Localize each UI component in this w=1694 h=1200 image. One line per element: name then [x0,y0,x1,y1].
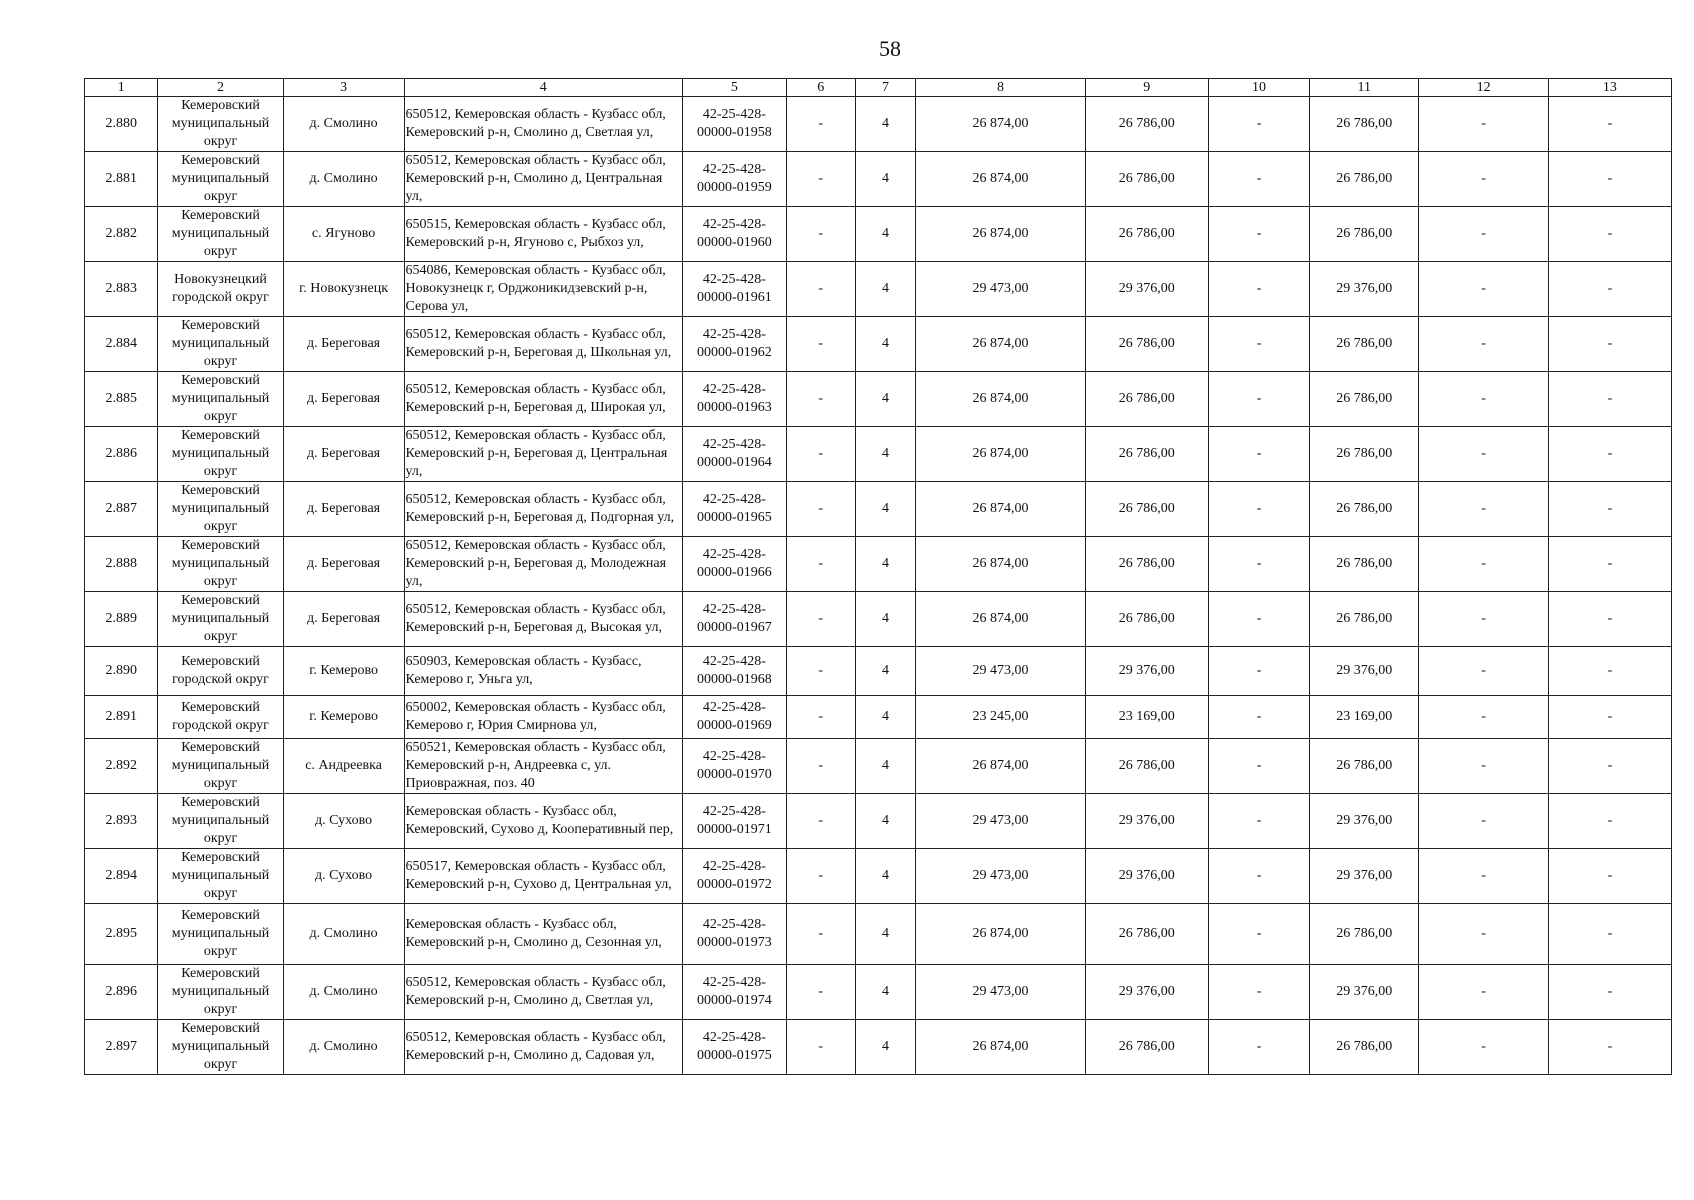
col-6-cell: - [786,152,855,207]
settlement-cell: д. Смолино [283,152,404,207]
table-row [85,696,1672,739]
col-8-amount-cell: 26 874,00 [916,739,1085,794]
address-cell: 650903, Кемеровская область - Кузбасс, Кемерово г, Уньга ул, [404,647,683,696]
object-code-cell: 42-25-428-00000-01972 [683,849,787,904]
col-13-cell: - [1548,537,1671,592]
col-6-cell: - [786,317,855,372]
row-number-cell: 2.889 [85,592,158,647]
municipality-cell: Кемеровский муниципальный округ [158,592,283,647]
settlement-cell: д. Сухово [283,794,404,849]
column-header: 1 [85,79,158,97]
settlement-cell: д. Береговая [283,537,404,592]
col-11-amount-cell: 26 786,00 [1310,739,1419,794]
col-13-cell: - [1548,97,1671,152]
settlement-cell: д. Береговая [283,427,404,482]
col-8-amount-cell: 26 874,00 [916,537,1085,592]
col-13-cell: - [1548,427,1671,482]
settlement-cell: д. Береговая [283,317,404,372]
registry-table [84,78,1672,1075]
col-9-amount-cell: 26 786,00 [1085,739,1208,794]
col-11-amount-cell: 29 376,00 [1310,647,1419,696]
address-cell: 650512, Кемеровская область - Кузбасс обл, Кемеровский р-н, Береговая д, Подгорная ул, [404,482,683,537]
object-code-cell: 42-25-428-00000-01968 [683,647,787,696]
column-header: 8 [916,79,1085,97]
col-7-cell: 4 [855,1020,915,1075]
col-9-amount-cell: 26 786,00 [1085,592,1208,647]
object-code-cell: 42-25-428-00000-01975 [683,1020,787,1075]
col-9-amount-cell: 29 376,00 [1085,794,1208,849]
col-7-cell: 4 [855,904,915,965]
col-7-cell: 4 [855,794,915,849]
col-10-cell: - [1208,262,1309,317]
col-11-amount-cell: 26 786,00 [1310,152,1419,207]
table-body [85,97,1672,1075]
row-number-cell: 2.890 [85,647,158,696]
row-number-cell: 2.891 [85,696,158,739]
col-12-cell: - [1419,849,1549,904]
column-header: 10 [1208,79,1309,97]
col-10-cell: - [1208,207,1309,262]
col-11-amount-cell: 26 786,00 [1310,427,1419,482]
address-cell: 650512, Кемеровская область - Кузбасс обл, Кемеровский р-н, Смолино д, Центральная ул, [404,152,683,207]
col-13-cell: - [1548,1020,1671,1075]
table-row [85,427,1672,482]
col-8-amount-cell: 26 874,00 [916,592,1085,647]
col-6-cell: - [786,904,855,965]
object-code-cell: 42-25-428-00000-01967 [683,592,787,647]
table-row [85,965,1672,1020]
row-number-cell: 2.881 [85,152,158,207]
col-8-amount-cell: 26 874,00 [916,1020,1085,1075]
row-number-cell: 2.880 [85,97,158,152]
column-header: 7 [855,79,915,97]
col-9-amount-cell: 26 786,00 [1085,207,1208,262]
row-number-cell: 2.884 [85,317,158,372]
col-8-amount-cell: 26 874,00 [916,97,1085,152]
col-6-cell: - [786,592,855,647]
settlement-cell: д. Смолино [283,904,404,965]
col-11-amount-cell: 26 786,00 [1310,317,1419,372]
table-row [85,262,1672,317]
row-number-cell: 2.887 [85,482,158,537]
col-9-amount-cell: 26 786,00 [1085,317,1208,372]
col-12-cell: - [1419,592,1549,647]
col-12-cell: - [1419,537,1549,592]
col-8-amount-cell: 23 245,00 [916,696,1085,739]
col-11-amount-cell: 26 786,00 [1310,482,1419,537]
address-cell: 654086, Кемеровская область - Кузбасс обл, Новокузнецк г, Орджоникидзевский р-н, Серова ул, [404,262,683,317]
col-11-amount-cell: 29 376,00 [1310,794,1419,849]
municipality-cell: Кемеровский городской округ [158,696,283,739]
col-8-amount-cell: 26 874,00 [916,317,1085,372]
col-12-cell: - [1419,1020,1549,1075]
col-9-amount-cell: 26 786,00 [1085,97,1208,152]
col-6-cell: - [786,537,855,592]
col-12-cell: - [1419,794,1549,849]
table-row [85,372,1672,427]
table-row [85,647,1672,696]
col-7-cell: 4 [855,152,915,207]
col-9-amount-cell: 26 786,00 [1085,482,1208,537]
col-11-amount-cell: 26 786,00 [1310,904,1419,965]
column-header: 4 [404,79,683,97]
col-6-cell: - [786,965,855,1020]
col-11-amount-cell: 26 786,00 [1310,372,1419,427]
col-9-amount-cell: 23 169,00 [1085,696,1208,739]
object-code-cell: 42-25-428-00000-01958 [683,97,787,152]
table-row [85,1020,1672,1075]
municipality-cell: Кемеровский муниципальный округ [158,1020,283,1075]
col-7-cell: 4 [855,592,915,647]
address-cell: 650521, Кемеровская область - Кузбасс обл, Кемеровский р-н, Андреевка с, ул. Приовражная, поз. 40 [404,739,683,794]
municipality-cell: Новокузнецкий городской округ [158,262,283,317]
col-8-amount-cell: 26 874,00 [916,904,1085,965]
col-10-cell: - [1208,537,1309,592]
col-8-amount-cell: 26 874,00 [916,482,1085,537]
row-number-cell: 2.896 [85,965,158,1020]
municipality-cell: Кемеровский муниципальный округ [158,904,283,965]
object-code-cell: 42-25-428-00000-01963 [683,372,787,427]
table-row [85,152,1672,207]
table-row [85,317,1672,372]
col-8-amount-cell: 26 874,00 [916,372,1085,427]
object-code-cell: 42-25-428-00000-01964 [683,427,787,482]
settlement-cell: д. Береговая [283,482,404,537]
col-13-cell: - [1548,317,1671,372]
col-8-amount-cell: 29 473,00 [916,262,1085,317]
column-header: 5 [683,79,787,97]
table-row [85,482,1672,537]
settlement-cell: д. Смолино [283,1020,404,1075]
column-header: 6 [786,79,855,97]
object-code-cell: 42-25-428-00000-01960 [683,207,787,262]
col-10-cell: - [1208,647,1309,696]
settlement-cell: г. Новокузнецк [283,262,404,317]
col-11-amount-cell: 26 786,00 [1310,97,1419,152]
col-10-cell: - [1208,739,1309,794]
table-row [85,849,1672,904]
column-header: 12 [1419,79,1549,97]
municipality-cell: Кемеровский муниципальный округ [158,794,283,849]
object-code-cell: 42-25-428-00000-01965 [683,482,787,537]
row-number-cell: 2.892 [85,739,158,794]
settlement-cell: г. Кемерово [283,696,404,739]
col-7-cell: 4 [855,317,915,372]
table-row [85,97,1672,152]
col-8-amount-cell: 26 874,00 [916,207,1085,262]
page-number: 58 [879,36,901,61]
col-7-cell: 4 [855,482,915,537]
col-12-cell: - [1419,696,1549,739]
address-cell: 650512, Кемеровская область - Кузбасс обл, Кемеровский р-н, Береговая д, Молодежная ул, [404,537,683,592]
col-6-cell: - [786,696,855,739]
col-10-cell: - [1208,794,1309,849]
address-cell: Кемеровская область - Кузбасс обл, Кемеровский, Сухово д, Кооперативный пер, [404,794,683,849]
address-cell: 650002, Кемеровская область - Кузбасс обл, Кемерово г, Юрия Смирнова ул, [404,696,683,739]
col-10-cell: - [1208,317,1309,372]
col-6-cell: - [786,262,855,317]
col-7-cell: 4 [855,739,915,794]
col-10-cell: - [1208,372,1309,427]
col-13-cell: - [1548,696,1671,739]
address-cell: 650512, Кемеровская область - Кузбасс обл, Кемеровский р-н, Смолино д, Садовая ул, [404,1020,683,1075]
col-12-cell: - [1419,904,1549,965]
column-header: 11 [1310,79,1419,97]
address-cell: 650512, Кемеровская область - Кузбасс обл, Кемеровский р-н, Береговая д, Школьная ул, [404,317,683,372]
col-6-cell: - [786,849,855,904]
col-10-cell: - [1208,592,1309,647]
table-row [85,537,1672,592]
object-code-cell: 42-25-428-00000-01966 [683,537,787,592]
col-10-cell: - [1208,696,1309,739]
col-6-cell: - [786,372,855,427]
col-11-amount-cell: 26 786,00 [1310,592,1419,647]
municipality-cell: Кемеровский муниципальный округ [158,97,283,152]
col-9-amount-cell: 26 786,00 [1085,904,1208,965]
municipality-cell: Кемеровский городской округ [158,647,283,696]
col-9-amount-cell: 29 376,00 [1085,849,1208,904]
object-code-cell: 42-25-428-00000-01973 [683,904,787,965]
col-9-amount-cell: 29 376,00 [1085,647,1208,696]
col-11-amount-cell: 26 786,00 [1310,207,1419,262]
col-12-cell: - [1419,97,1549,152]
col-12-cell: - [1419,152,1549,207]
col-10-cell: - [1208,427,1309,482]
col-13-cell: - [1548,647,1671,696]
municipality-cell: Кемеровский муниципальный округ [158,152,283,207]
row-number-cell: 2.883 [85,262,158,317]
municipality-cell: Кемеровский муниципальный округ [158,317,283,372]
col-11-amount-cell: 29 376,00 [1310,849,1419,904]
table-row [85,794,1672,849]
row-number-cell: 2.894 [85,849,158,904]
municipality-cell: Кемеровский муниципальный округ [158,537,283,592]
row-number-cell: 2.888 [85,537,158,592]
column-header: 13 [1548,79,1671,97]
address-cell: 650517, Кемеровская область - Кузбасс обл, Кемеровский р-н, Сухово д, Центральная ул, [404,849,683,904]
table-row [85,904,1672,965]
col-13-cell: - [1548,372,1671,427]
col-8-amount-cell: 26 874,00 [916,427,1085,482]
col-12-cell: - [1419,262,1549,317]
object-code-cell: 42-25-428-00000-01969 [683,696,787,739]
object-code-cell: 42-25-428-00000-01971 [683,794,787,849]
col-8-amount-cell: 29 473,00 [916,794,1085,849]
row-number-cell: 2.886 [85,427,158,482]
municipality-cell: Кемеровский муниципальный округ [158,482,283,537]
col-7-cell: 4 [855,537,915,592]
col-8-amount-cell: 26 874,00 [916,152,1085,207]
address-cell: Кемеровская область - Кузбасс обл, Кемеровский р-н, Смолино д, Сезонная ул, [404,904,683,965]
col-12-cell: - [1419,482,1549,537]
col-12-cell: - [1419,427,1549,482]
municipality-cell: Кемеровский муниципальный округ [158,427,283,482]
col-8-amount-cell: 29 473,00 [916,647,1085,696]
row-number-cell: 2.897 [85,1020,158,1075]
col-9-amount-cell: 26 786,00 [1085,427,1208,482]
settlement-cell: д. Сухово [283,849,404,904]
col-6-cell: - [786,97,855,152]
col-6-cell: - [786,207,855,262]
col-10-cell: - [1208,904,1309,965]
col-7-cell: 4 [855,696,915,739]
settlement-cell: д. Береговая [283,372,404,427]
address-cell: 650512, Кемеровская область - Кузбасс обл, Кемеровский р-н, Береговая д, Центральная ул, [404,427,683,482]
col-9-amount-cell: 29 376,00 [1085,262,1208,317]
col-10-cell: - [1208,1020,1309,1075]
settlement-cell: с. Андреевка [283,739,404,794]
col-13-cell: - [1548,739,1671,794]
col-13-cell: - [1548,482,1671,537]
municipality-cell: Кемеровский муниципальный округ [158,372,283,427]
col-11-amount-cell: 26 786,00 [1310,1020,1419,1075]
col-11-amount-cell: 23 169,00 [1310,696,1419,739]
col-10-cell: - [1208,482,1309,537]
col-12-cell: - [1419,317,1549,372]
address-cell: 650512, Кемеровская область - Кузбасс обл, Кемеровский р-н, Смолино д, Светлая ул, [404,965,683,1020]
col-13-cell: - [1548,592,1671,647]
col-6-cell: - [786,1020,855,1075]
object-code-cell: 42-25-428-00000-01959 [683,152,787,207]
col-9-amount-cell: 26 786,00 [1085,372,1208,427]
address-cell: 650512, Кемеровская область - Кузбасс обл, Кемеровский р-н, Смолино д, Светлая ул, [404,97,683,152]
col-11-amount-cell: 26 786,00 [1310,537,1419,592]
row-number-cell: 2.882 [85,207,158,262]
address-cell: 650512, Кемеровская область - Кузбасс обл, Кемеровский р-н, Береговая д, Широкая ул, [404,372,683,427]
col-11-amount-cell: 29 376,00 [1310,262,1419,317]
col-10-cell: - [1208,97,1309,152]
col-7-cell: 4 [855,427,915,482]
address-cell: 650515, Кемеровская область - Кузбасс обл, Кемеровский р-н, Ягуново с, Рыбхоз ул, [404,207,683,262]
col-12-cell: - [1419,372,1549,427]
col-7-cell: 4 [855,97,915,152]
address-cell: 650512, Кемеровская область - Кузбасс обл, Кемеровский р-н, Береговая д, Высокая ул, [404,592,683,647]
object-code-cell: 42-25-428-00000-01961 [683,262,787,317]
col-8-amount-cell: 29 473,00 [916,965,1085,1020]
col-13-cell: - [1548,965,1671,1020]
row-number-cell: 2.895 [85,904,158,965]
settlement-cell: д. Смолино [283,97,404,152]
object-code-cell: 42-25-428-00000-01970 [683,739,787,794]
col-10-cell: - [1208,849,1309,904]
col-6-cell: - [786,482,855,537]
col-6-cell: - [786,739,855,794]
table-row [85,592,1672,647]
municipality-cell: Кемеровский муниципальный округ [158,965,283,1020]
row-number-cell: 2.893 [85,794,158,849]
column-header: 9 [1085,79,1208,97]
col-12-cell: - [1419,739,1549,794]
col-6-cell: - [786,427,855,482]
table-row [85,207,1672,262]
col-6-cell: - [786,794,855,849]
object-code-cell: 42-25-428-00000-01962 [683,317,787,372]
col-7-cell: 4 [855,647,915,696]
settlement-cell: г. Кемерово [283,647,404,696]
col-13-cell: - [1548,794,1671,849]
col-6-cell: - [786,647,855,696]
col-7-cell: 4 [855,849,915,904]
col-7-cell: 4 [855,207,915,262]
col-13-cell: - [1548,262,1671,317]
col-7-cell: 4 [855,372,915,427]
col-10-cell: - [1208,152,1309,207]
col-13-cell: - [1548,207,1671,262]
col-9-amount-cell: 29 376,00 [1085,965,1208,1020]
col-13-cell: - [1548,849,1671,904]
settlement-cell: с. Ягуново [283,207,404,262]
col-9-amount-cell: 26 786,00 [1085,152,1208,207]
column-header: 2 [158,79,283,97]
col-7-cell: 4 [855,262,915,317]
settlement-cell: д. Смолино [283,965,404,1020]
col-12-cell: - [1419,647,1549,696]
object-code-cell: 42-25-428-00000-01974 [683,965,787,1020]
col-9-amount-cell: 26 786,00 [1085,537,1208,592]
settlement-cell: д. Береговая [283,592,404,647]
col-9-amount-cell: 26 786,00 [1085,1020,1208,1075]
municipality-cell: Кемеровский муниципальный округ [158,739,283,794]
row-number-cell: 2.885 [85,372,158,427]
col-10-cell: - [1208,965,1309,1020]
col-13-cell: - [1548,904,1671,965]
col-8-amount-cell: 29 473,00 [916,849,1085,904]
table-row [85,739,1672,794]
municipality-cell: Кемеровский муниципальный округ [158,207,283,262]
col-7-cell: 4 [855,965,915,1020]
municipality-cell: Кемеровский муниципальный округ [158,849,283,904]
col-13-cell: - [1548,152,1671,207]
column-header: 3 [283,79,404,97]
header-row [85,79,1672,97]
col-12-cell: - [1419,207,1549,262]
col-12-cell: - [1419,965,1549,1020]
col-11-amount-cell: 29 376,00 [1310,965,1419,1020]
